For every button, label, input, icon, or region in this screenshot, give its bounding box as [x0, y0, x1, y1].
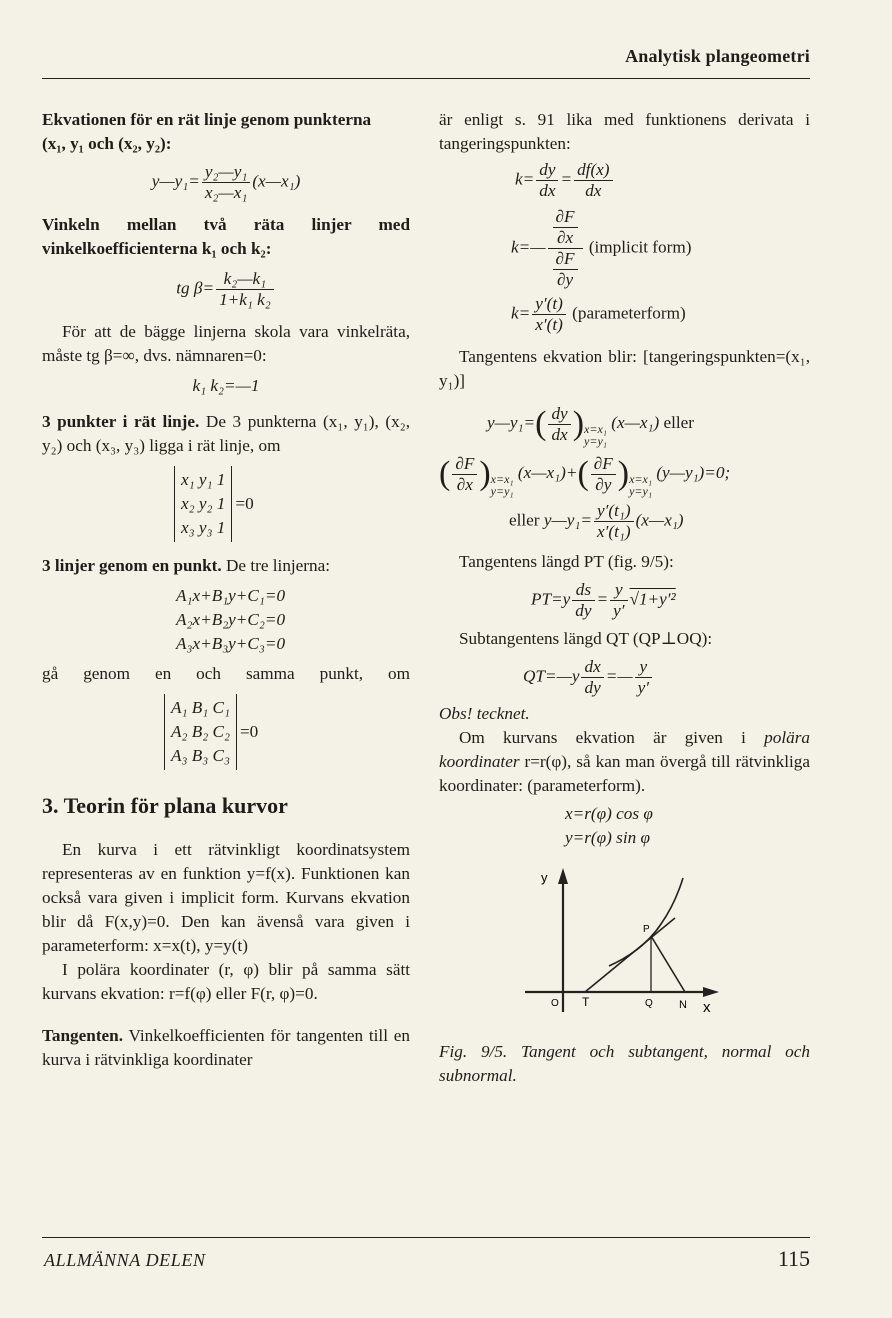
tangent-figure	[439, 854, 810, 1034]
normal-line	[651, 936, 685, 992]
perpendicular-equation: k₁ k₂=—1	[192, 376, 260, 395]
three-points-text: De 3 punkterna (x₁, y₁), (x₂, y₂) och (x₃, y₃) ligga i rät linje, om	[42, 412, 410, 455]
tan1-dy: dy	[548, 404, 570, 425]
curve	[609, 878, 683, 966]
tan2-sub-a2: y=y₁	[490, 484, 514, 498]
paren-open: (	[439, 455, 451, 492]
k2-fraction	[548, 207, 583, 290]
line-two-points-intro: Ekvationen för en rät linje genom punkterna	[42, 110, 372, 129]
k-dy-dx	[536, 160, 558, 201]
k-dx: dx	[539, 181, 556, 200]
k3-den: x′(t)	[535, 315, 563, 334]
determinant-points-matrix	[174, 466, 232, 542]
label-x: x	[703, 999, 711, 1016]
pt-ds-dy	[572, 580, 594, 621]
tan2-sub-b	[629, 473, 652, 497]
tan1-or: eller	[663, 412, 695, 432]
obs-note: Obs! tecknet.	[439, 704, 530, 723]
tan2-sub-a	[491, 473, 514, 497]
det2-row: A₃ B₃ C₃	[171, 746, 230, 765]
k2-num-num: ∂F	[553, 207, 578, 228]
line-equation	[42, 162, 410, 203]
k-derivative-equation	[515, 160, 810, 201]
label-p: P	[643, 924, 650, 935]
paren-close: )	[572, 405, 585, 442]
label-y: y	[541, 870, 548, 885]
tan2-dFdy	[591, 454, 616, 495]
polar-x: x=r(φ) cos φ	[565, 804, 653, 823]
pt-sqrt: √1+y′²	[629, 589, 676, 609]
polar-equations	[565, 802, 810, 850]
determinant-lines	[164, 694, 410, 770]
k3-label: (parameterform)	[572, 303, 686, 323]
tan1-fraction	[548, 404, 570, 445]
tan1-sub2: y=y₁	[584, 434, 607, 448]
k-eq: =	[560, 169, 573, 189]
label-n: N	[679, 999, 687, 1011]
pt-yp: y′	[613, 601, 625, 620]
tangent-line	[585, 918, 675, 992]
k2-dFdy	[553, 249, 578, 290]
k2-dFdx	[553, 207, 578, 248]
label-q: Q	[645, 998, 653, 1009]
k2-den-num: ∂F	[553, 249, 578, 270]
k-dfx-dx	[574, 160, 612, 201]
line-eq-fraction	[202, 162, 251, 203]
three-lines-title: 3 linjer genom en punkt.	[42, 556, 222, 575]
det2-row: A₁ B₁ C₁	[171, 698, 230, 717]
perpendicular-text: För att de bägge linjerna skola vara vinkelräta, måste tg β=∞, dvs. nämnaren=0:	[42, 322, 410, 365]
through-text: gå genom en och samma punkt, om	[42, 664, 410, 683]
angle-num: k₂—k₁	[216, 269, 274, 290]
section-heading: 3. Teorin för plana kurvor	[42, 793, 288, 818]
three-lines-equations	[176, 584, 410, 656]
three-points-title: 3 punkter i rät linje.	[42, 412, 200, 431]
tan2-dFx-den: ∂x	[456, 474, 473, 494]
k3-fraction	[532, 294, 566, 335]
det1-row: x₃ y₃ 1	[181, 518, 226, 537]
angle-fraction	[216, 269, 274, 310]
pt-ds: ds	[572, 580, 594, 601]
k2-numerator	[548, 207, 583, 249]
qt-dx-dy	[581, 657, 603, 698]
tangent-paragraph	[42, 1024, 410, 1072]
tan2-end: (y—y₁)=0;	[656, 462, 731, 482]
angle-equation	[42, 269, 410, 310]
polar-text-b: polära koordinater	[439, 728, 810, 771]
tan3-lhs: y—y₁=	[543, 510, 592, 530]
tangent-length: Tangentens längd PT (fig. 9/5):	[459, 552, 674, 571]
polar-paragraph	[439, 726, 810, 798]
subtangent-length: Subtangentens längd QT (QP⊥OQ):	[459, 629, 713, 648]
tan1-lhs: y—y₁=	[487, 412, 536, 432]
header-rule	[42, 78, 810, 79]
line-eq-lhs: y—y₁=	[151, 171, 200, 191]
angle-den: 1+k₁ k₂	[219, 290, 271, 309]
three-points-paragraph	[42, 410, 410, 458]
pt-eq: =	[596, 589, 609, 609]
pt-equation	[531, 580, 810, 621]
tan2-dFx-num: ∂F	[452, 454, 477, 475]
tangent-equation-3	[509, 501, 810, 542]
footer-rule	[42, 1237, 810, 1238]
det1-row: x₂ y₂ 1	[181, 494, 226, 513]
qt-dx: dx	[581, 657, 603, 678]
qt-lhs: QT=—y	[523, 666, 580, 686]
determinant-lines-matrix	[164, 694, 237, 770]
tangent-equation-2	[439, 451, 810, 497]
figure-caption: Fig. 9/5. Tangent och subtangent, normal och subnormal.	[439, 1042, 810, 1085]
paren-open: (	[577, 455, 589, 492]
pt-y-yp	[610, 580, 627, 621]
qt-y-yp	[635, 657, 652, 698]
tan1-dx: dx	[551, 424, 568, 444]
right-column	[439, 108, 810, 1088]
tan3-rhs: (x—x₁)	[635, 510, 684, 530]
k2-num-den: ∂x	[556, 228, 574, 247]
line-eq-num: y₂—y₁	[202, 162, 251, 183]
tan1-sub1: x=x₁	[584, 422, 607, 436]
tan3-or: eller	[509, 510, 540, 530]
tan1-rhs: (x—x₁)	[611, 412, 660, 432]
paren-close: )	[479, 455, 491, 492]
tangent-text: Vinkelkoefficienten för tangenten till en kurva i rätvinkliga koordinater	[42, 1026, 410, 1069]
running-header: Analytisk plangeometri	[625, 46, 810, 66]
det2-equals-zero: =0	[239, 722, 259, 741]
line-equation-item: A₂x+B₂y+C₂=0	[176, 610, 286, 629]
line-eq-den: x₂—x₁	[204, 183, 248, 202]
curve-paragraph-1: En kurva i ett rätvinkligt koordinatsystem representeras av en funktion y=f(x). Funktionen kan också vara given i implicit form. Kurvans ekvation blir då F(x,y)=0. Den kan ävenså vara given i parameterform: x=x(t), y=y(t)	[42, 840, 410, 955]
tangent-equation-1	[487, 401, 810, 447]
determinant-points	[174, 466, 410, 542]
label-o: O	[551, 998, 559, 1009]
polar-y: y=r(φ) sin φ	[565, 828, 651, 847]
tan2-dFdx	[452, 454, 477, 495]
left-column	[42, 108, 410, 1072]
polar-text-c: r=r(φ), så kan man övergå till rätvinkliga koordinater: (parameterform).	[439, 752, 810, 795]
paren-open: (	[535, 405, 547, 442]
tan3-den: x′(t₁)	[596, 522, 631, 541]
k-parameter-equation	[511, 294, 810, 335]
line-equation-item: A₃x+B₃y+C₃=0	[176, 634, 286, 653]
k-dx2: dx	[585, 181, 602, 200]
label-t: T	[582, 995, 590, 1009]
page-number: 115	[777, 1246, 810, 1271]
pt-dy: dy	[575, 601, 592, 620]
tan2-dFy-num: ∂F	[591, 454, 616, 475]
qt-eq: =—	[605, 666, 633, 686]
tan2-sub-a1: x=x₁	[490, 472, 514, 486]
det2-row: A₂ B₂ C₂	[171, 722, 230, 741]
angle-intro: Vinkeln mellan två räta linjer med vinkelkoefficienterna k₁ och k₂:	[42, 215, 410, 258]
qt-yp: y′	[637, 678, 649, 697]
angle-lhs: tg β=	[176, 278, 215, 298]
polar-text-a: Om kurvans ekvation är given i	[459, 728, 746, 747]
k-dfx: df(x)	[574, 160, 612, 181]
tan2-sub-b1: x=x₁	[629, 472, 653, 486]
k-implicit-equation	[511, 207, 810, 290]
three-lines-text: De tre linjerna:	[226, 556, 331, 575]
derivative-intro: är enligt s. 91 lika med funktionens derivata i tangeringspunkten:	[439, 110, 810, 153]
tan2-dFy-den: ∂y	[595, 474, 612, 494]
k-dy: dy	[536, 160, 558, 181]
pt-lhs: PT=y	[531, 589, 571, 609]
three-lines-paragraph	[42, 554, 410, 578]
k3-lhs: k=	[511, 303, 531, 323]
k2-label: (implicit form)	[588, 237, 692, 257]
k-lhs: k=	[515, 169, 535, 189]
paren-close: )	[617, 455, 630, 492]
line-two-points-vars: (x₁, y₁ och (x₂, y₂):	[42, 134, 172, 153]
det1-equals-zero: =0	[235, 494, 254, 513]
tan3-fraction	[594, 501, 634, 542]
line-eq-rhs: (x—x₁)	[252, 171, 301, 191]
det1-row: x₁ y₁ 1	[181, 470, 226, 489]
x-axis-arrow	[703, 987, 719, 997]
qt-equation	[523, 657, 810, 698]
qt-dy: dy	[584, 678, 601, 697]
k2-lhs: k=—	[511, 237, 546, 257]
tan1-subscript	[584, 423, 607, 447]
y-axis-arrow	[558, 868, 568, 884]
tan2-sub-b2: y=y₁	[629, 484, 653, 498]
pt-y: y	[610, 580, 627, 601]
qt-y: y	[635, 657, 652, 678]
line-equation-item: A₁x+B₁y+C₁=0	[176, 586, 286, 605]
k2-denominator	[548, 249, 583, 290]
footer-section: ALLMÄNNA DELEN	[44, 1250, 206, 1270]
k3-num: y′(t)	[532, 294, 566, 315]
tangent-equation-intro: Tangentens ekvation blir: [tangeringspunkten=(x₁, y₁)]	[439, 347, 810, 390]
tan2-mid: (x—x₁)+	[517, 462, 578, 482]
tangent-title: Tangenten.	[42, 1026, 124, 1045]
tan3-num: y′(t₁)	[594, 501, 634, 522]
k2-den-den: ∂y	[556, 270, 574, 289]
curve-paragraph-2: I polära koordinater (r, φ) blir på samma sätt kurvans ekvation: r=f(φ) eller F(r, φ)=0.	[42, 960, 410, 1003]
